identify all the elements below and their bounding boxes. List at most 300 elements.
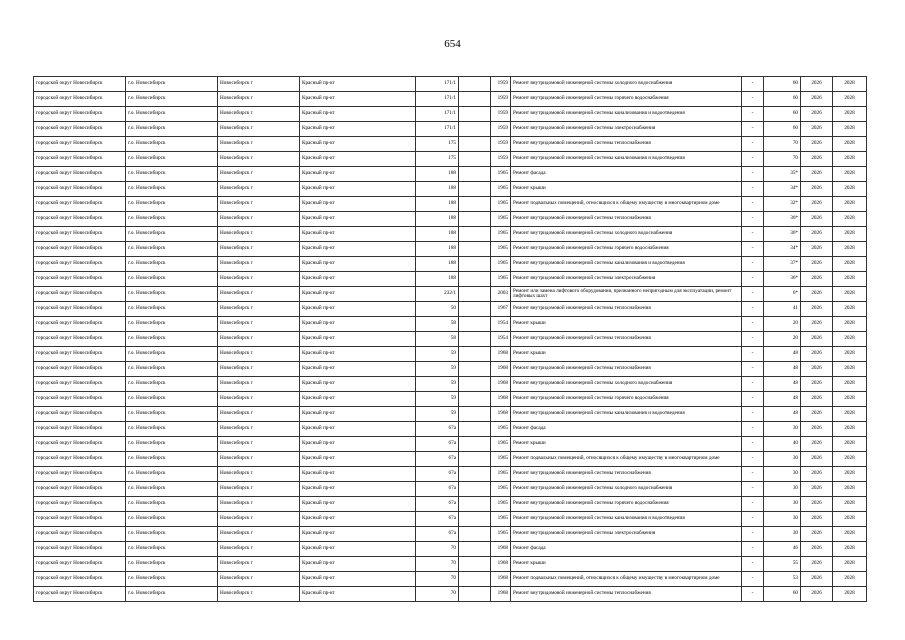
cell-amount: 30: [764, 527, 801, 542]
cell-locality: Новосибирск г: [218, 182, 300, 197]
cell-year: 1959: [491, 122, 511, 137]
cell-amount: 60: [764, 77, 801, 92]
cell-amount: 30: [764, 467, 801, 482]
cell-locality: Новосибирск г: [218, 392, 300, 407]
cell-locality: Новосибирск г: [218, 197, 300, 212]
cell-amount: 70: [764, 152, 801, 167]
cell-value-dash: -: [742, 122, 764, 137]
cell-year: 1965: [491, 467, 511, 482]
cell-value-dash: -: [742, 332, 764, 347]
cell-year-from: 2026: [801, 152, 833, 167]
cell-house-letter: [459, 512, 491, 527]
cell-locality: Новосибирск г: [218, 332, 300, 347]
cell-work-type: Ремонт внутридомовой инженерной системы горячего водоснабжения: [511, 392, 742, 407]
cell-district: г.о. Новосибирск: [126, 542, 218, 557]
cell-amount: 30: [764, 497, 801, 512]
cell-municipality: городской округ Новосибирск: [34, 122, 126, 137]
cell-street: Красный пр-кт: [300, 167, 416, 182]
cell-value-dash: -: [742, 467, 764, 482]
cell-locality: Новосибирск г: [218, 437, 300, 452]
cell-work-type: Ремонт или замена лифтового оборудования, признанного непригодным для эксплуатации, ремонт лифтовых шахт: [511, 287, 742, 302]
cell-year: 1959: [491, 152, 511, 167]
cell-year: 1965: [491, 452, 511, 467]
cell-street: Красный пр-кт: [300, 572, 416, 587]
cell-municipality: городской округ Новосибирск: [34, 362, 126, 377]
cell-year: 1965: [491, 497, 511, 512]
cell-year: 1965: [491, 482, 511, 497]
cell-locality: Новосибирск г: [218, 362, 300, 377]
cell-house-number: 188: [416, 242, 459, 257]
cell-district: г.о. Новосибирск: [126, 107, 218, 122]
cell-work-type: Ремонт внутридомовой инженерной системы холодного водоснабжения: [511, 377, 742, 392]
cell-value-dash: -: [742, 227, 764, 242]
cell-value-dash: -: [742, 347, 764, 362]
cell-year-from: 2026: [801, 362, 833, 377]
cell-year: 1965: [491, 242, 511, 257]
cell-house-number: 67а: [416, 497, 459, 512]
cell-house-letter: [459, 437, 491, 452]
cell-municipality: городской округ Новосибирск: [34, 377, 126, 392]
cell-year-from: 2026: [801, 497, 833, 512]
cell-house-letter: [459, 287, 491, 302]
cell-house-number: 59: [416, 377, 459, 392]
cell-district: г.о. Новосибирск: [126, 242, 218, 257]
cell-amount: 48: [764, 377, 801, 392]
cell-district: г.о. Новосибирск: [126, 452, 218, 467]
cell-value-dash: -: [742, 152, 764, 167]
cell-district: г.о. Новосибирск: [126, 302, 218, 317]
cell-year-from: 2026: [801, 167, 833, 182]
cell-locality: Новосибирск г: [218, 212, 300, 227]
cell-value-dash: -: [742, 557, 764, 572]
cell-locality: Новосибирск г: [218, 272, 300, 287]
cell-value-dash: -: [742, 542, 764, 557]
cell-house-letter: [459, 572, 491, 587]
table-row: [34, 557, 867, 572]
cell-house-number: 171/1: [416, 92, 459, 107]
cell-street: Красный пр-кт: [300, 452, 416, 467]
cell-street: Красный пр-кт: [300, 332, 416, 347]
cell-year-to: 2028: [833, 377, 867, 392]
cell-amount: 20: [764, 332, 801, 347]
cell-amount: 60: [764, 92, 801, 107]
cell-street: Красный пр-кт: [300, 92, 416, 107]
cell-house-number: 67а: [416, 422, 459, 437]
cell-work-type: Ремонт внутридомовой инженерной системы горячего водоснабжения: [511, 497, 742, 512]
cell-year: 1968: [491, 347, 511, 362]
cell-street: Красный пр-кт: [300, 557, 416, 572]
cell-municipality: городской округ Новосибирск: [34, 287, 126, 302]
cell-street: Красный пр-кт: [300, 227, 416, 242]
cell-year: 1968: [491, 362, 511, 377]
cell-year-from: 2026: [801, 542, 833, 557]
cell-year-from: 2026: [801, 482, 833, 497]
cell-year-to: 2028: [833, 332, 867, 347]
cell-year-to: 2028: [833, 257, 867, 272]
cell-year: 1968: [491, 542, 511, 557]
cell-street: Красный пр-кт: [300, 377, 416, 392]
cell-house-number: 232/1: [416, 287, 459, 302]
cell-year-from: 2026: [801, 377, 833, 392]
cell-house-number: 58: [416, 332, 459, 347]
cell-amount: 35*: [764, 167, 801, 182]
cell-house-letter: [459, 257, 491, 272]
cell-street: Красный пр-кт: [300, 212, 416, 227]
cell-house-letter: [459, 377, 491, 392]
cell-year-to: 2028: [833, 527, 867, 542]
cell-year: 1965: [491, 197, 511, 212]
cell-house-letter: [459, 77, 491, 92]
cell-house-letter: [459, 362, 491, 377]
cell-year: 1954: [491, 317, 511, 332]
cell-street: Красный пр-кт: [300, 587, 416, 602]
cell-house-letter: [459, 317, 491, 332]
cell-value-dash: -: [742, 422, 764, 437]
cell-district: г.о. Новосибирск: [126, 212, 218, 227]
cell-municipality: городской округ Новосибирск: [34, 422, 126, 437]
cell-house-number: 188: [416, 257, 459, 272]
cell-amount: 48: [764, 347, 801, 362]
cell-house-letter: [459, 212, 491, 227]
cell-locality: Новосибирск г: [218, 587, 300, 602]
cell-year-from: 2026: [801, 437, 833, 452]
cell-street: Красный пр-кт: [300, 512, 416, 527]
cell-amount: 41: [764, 302, 801, 317]
cell-work-type: Ремонт внутридомовой инженерной системы теплоснабжения: [511, 587, 742, 602]
cell-amount: 48: [764, 362, 801, 377]
cell-year-from: 2026: [801, 572, 833, 587]
cell-locality: Новосибирск г: [218, 542, 300, 557]
cell-work-type: Ремонт внутридомовой инженерной системы горячего водоснабжения: [511, 242, 742, 257]
cell-district: г.о. Новосибирск: [126, 167, 218, 182]
cell-street: Красный пр-кт: [300, 317, 416, 332]
table-row: [34, 227, 867, 242]
cell-municipality: городской округ Новосибирск: [34, 542, 126, 557]
cell-locality: Новосибирск г: [218, 107, 300, 122]
cell-year-to: 2028: [833, 467, 867, 482]
cell-year-to: 2028: [833, 92, 867, 107]
cell-house-number: 50: [416, 302, 459, 317]
cell-house-number: 58: [416, 317, 459, 332]
cell-municipality: городской округ Новосибирск: [34, 197, 126, 212]
cell-year: 1965: [491, 227, 511, 242]
cell-house-letter: [459, 242, 491, 257]
cell-value-dash: -: [742, 182, 764, 197]
cell-year: 1967: [491, 302, 511, 317]
cell-year-to: 2028: [833, 212, 867, 227]
cell-district: г.о. Новосибирск: [126, 77, 218, 92]
cell-amount: 48: [764, 392, 801, 407]
cell-district: г.о. Новосибирск: [126, 362, 218, 377]
cell-year-from: 2026: [801, 302, 833, 317]
cell-house-number: 70: [416, 542, 459, 557]
cell-locality: Новосибирск г: [218, 422, 300, 437]
cell-street: Красный пр-кт: [300, 467, 416, 482]
cell-municipality: городской округ Новосибирск: [34, 557, 126, 572]
cell-house-number: 59: [416, 347, 459, 362]
cell-work-type: Ремонт внутридомовой инженерной системы теплоснабжения: [511, 137, 742, 152]
cell-district: г.о. Новосибирск: [126, 272, 218, 287]
cell-district: г.о. Новосибирск: [126, 152, 218, 167]
cell-municipality: городской округ Новосибирск: [34, 512, 126, 527]
cell-municipality: городской округ Новосибирск: [34, 497, 126, 512]
table-row: [34, 242, 867, 257]
cell-work-type: Ремонт подвальных помещений, относящихся к общему имуществу в многоквартирном доме: [511, 452, 742, 467]
cell-work-type: Ремонт крыши: [511, 347, 742, 362]
cell-year-from: 2026: [801, 422, 833, 437]
cell-house-number: 59: [416, 392, 459, 407]
cell-year: 1965: [491, 512, 511, 527]
cell-year: 1968: [491, 557, 511, 572]
cell-value-dash: -: [742, 272, 764, 287]
cell-year: 1965: [491, 212, 511, 227]
cell-house-number: 188: [416, 212, 459, 227]
cell-locality: Новосибирск г: [218, 92, 300, 107]
cell-street: Красный пр-кт: [300, 272, 416, 287]
cell-value-dash: -: [742, 407, 764, 422]
cell-house-number: 175: [416, 152, 459, 167]
cell-year-from: 2026: [801, 77, 833, 92]
cell-locality: Новосибирск г: [218, 152, 300, 167]
table-row: [34, 272, 867, 287]
cell-house-number: 59: [416, 362, 459, 377]
cell-work-type: Ремонт внутридомовой инженерной системы холодного водоснабжения: [511, 77, 742, 92]
cell-year: 1959: [491, 77, 511, 92]
cell-house-letter: [459, 542, 491, 557]
cell-work-type: Ремонт крыши: [511, 317, 742, 332]
cell-locality: Новосибирск г: [218, 287, 300, 302]
cell-municipality: городской округ Новосибирск: [34, 92, 126, 107]
cell-house-letter: [459, 557, 491, 572]
cell-year: 1965: [491, 437, 511, 452]
cell-work-type: Ремонт внутридомовой инженерной системы горячего водоснабжения: [511, 92, 742, 107]
cell-work-type: Ремонт внутридомовой инженерной системы теплоснабжения: [511, 362, 742, 377]
cell-year-from: 2026: [801, 452, 833, 467]
cell-street: Красный пр-кт: [300, 497, 416, 512]
cell-house-letter: [459, 422, 491, 437]
cell-year: 1968: [491, 392, 511, 407]
cell-locality: Новосибирск г: [218, 467, 300, 482]
cell-value-dash: -: [742, 452, 764, 467]
table-row: [34, 422, 867, 437]
cell-year: 1965: [491, 422, 511, 437]
cell-locality: Новосибирск г: [218, 377, 300, 392]
cell-house-number: 70: [416, 572, 459, 587]
cell-locality: Новосибирск г: [218, 527, 300, 542]
cell-house-number: 59: [416, 407, 459, 422]
cell-house-letter: [459, 197, 491, 212]
cell-amount: 30: [764, 422, 801, 437]
cell-street: Красный пр-кт: [300, 422, 416, 437]
table-row: [34, 347, 867, 362]
cell-street: Красный пр-кт: [300, 527, 416, 542]
cell-street: Красный пр-кт: [300, 137, 416, 152]
cell-work-type: Ремонт крыши: [511, 437, 742, 452]
cell-year-from: 2026: [801, 347, 833, 362]
cell-house-letter: [459, 347, 491, 362]
cell-work-type: Ремонт фасада: [511, 542, 742, 557]
cell-work-type: Ремонт внутридомовой инженерной системы холодного водоснабжения: [511, 482, 742, 497]
table-row: [34, 392, 867, 407]
cell-municipality: городской округ Новосибирск: [34, 242, 126, 257]
cell-value-dash: -: [742, 242, 764, 257]
cell-year: 1965: [491, 527, 511, 542]
cell-amount: 36*: [764, 212, 801, 227]
cell-street: Красный пр-кт: [300, 392, 416, 407]
cell-street: Красный пр-кт: [300, 152, 416, 167]
cell-amount: 60: [764, 107, 801, 122]
cell-amount: 32*: [764, 197, 801, 212]
table-row: [34, 197, 867, 212]
cell-work-type: Ремонт внутридомовой инженерной системы канализования и водоотведения: [511, 152, 742, 167]
page-number: 654: [444, 38, 461, 50]
cell-municipality: городской округ Новосибирск: [34, 302, 126, 317]
table-row: [34, 317, 867, 332]
cell-district: г.о. Новосибирск: [126, 377, 218, 392]
cell-district: г.о. Новосибирск: [126, 257, 218, 272]
table-row: [34, 512, 867, 527]
cell-district: г.о. Новосибирск: [126, 182, 218, 197]
cell-work-type: Ремонт внутридомовой инженерной системы электроснабжения: [511, 527, 742, 542]
cell-street: Красный пр-кт: [300, 122, 416, 137]
cell-municipality: городской округ Новосибирск: [34, 137, 126, 152]
cell-year-from: 2026: [801, 527, 833, 542]
cell-year-from: 2026: [801, 332, 833, 347]
cell-locality: Новосибирск г: [218, 347, 300, 362]
cell-municipality: городской округ Новосибирск: [34, 77, 126, 92]
cell-value-dash: -: [742, 512, 764, 527]
table-row: [34, 137, 867, 152]
cell-amount: 30: [764, 482, 801, 497]
cell-year-to: 2028: [833, 587, 867, 602]
cell-street: Красный пр-кт: [300, 407, 416, 422]
cell-value-dash: -: [742, 302, 764, 317]
cell-year-from: 2026: [801, 122, 833, 137]
cell-year: 1968: [491, 572, 511, 587]
cell-municipality: городской округ Новосибирск: [34, 392, 126, 407]
cell-year-to: 2028: [833, 542, 867, 557]
cell-value-dash: -: [742, 212, 764, 227]
cell-work-type: Ремонт внутридомовой инженерной системы канализования и водоотведения: [511, 257, 742, 272]
cell-district: г.о. Новосибирск: [126, 392, 218, 407]
cell-work-type: Ремонт фасада: [511, 422, 742, 437]
cell-year-to: 2028: [833, 422, 867, 437]
cell-locality: Новосибирск г: [218, 122, 300, 137]
cell-district: г.о. Новосибирск: [126, 527, 218, 542]
cell-value-dash: -: [742, 77, 764, 92]
cell-locality: Новосибирск г: [218, 452, 300, 467]
table-row: [34, 212, 867, 227]
cell-year: 1965: [491, 272, 511, 287]
cell-street: Красный пр-кт: [300, 77, 416, 92]
cell-value-dash: -: [742, 587, 764, 602]
cell-year-to: 2028: [833, 557, 867, 572]
cell-value-dash: -: [742, 107, 764, 122]
cell-year-to: 2028: [833, 407, 867, 422]
table-row: [34, 287, 867, 302]
cell-municipality: городской округ Новосибирск: [34, 407, 126, 422]
cell-district: г.о. Новосибирск: [126, 92, 218, 107]
cell-locality: Новосибирск г: [218, 407, 300, 422]
cell-year-to: 2028: [833, 227, 867, 242]
cell-municipality: городской округ Новосибирск: [34, 332, 126, 347]
cell-work-type: Ремонт внутридомовой инженерной системы теплоснабжения: [511, 302, 742, 317]
cell-house-letter: [459, 497, 491, 512]
cell-house-letter: [459, 587, 491, 602]
table-row: [34, 332, 867, 347]
cell-amount: 6*: [764, 287, 801, 302]
cell-street: Красный пр-кт: [300, 302, 416, 317]
capital-repair-table: [33, 76, 867, 602]
cell-district: г.о. Новосибирск: [126, 332, 218, 347]
cell-house-letter: [459, 302, 491, 317]
cell-year-to: 2028: [833, 107, 867, 122]
cell-street: Красный пр-кт: [300, 242, 416, 257]
cell-year-from: 2026: [801, 107, 833, 122]
cell-municipality: городской округ Новосибирск: [34, 572, 126, 587]
cell-locality: Новосибирск г: [218, 137, 300, 152]
cell-year-from: 2026: [801, 137, 833, 152]
cell-district: г.о. Новосибирск: [126, 497, 218, 512]
cell-year-from: 2026: [801, 272, 833, 287]
cell-street: Красный пр-кт: [300, 287, 416, 302]
cell-amount: 70: [764, 137, 801, 152]
cell-year-to: 2028: [833, 572, 867, 587]
cell-amount: 40: [764, 437, 801, 452]
cell-year-to: 2028: [833, 362, 867, 377]
cell-municipality: городской округ Новосибирск: [34, 587, 126, 602]
cell-value-dash: -: [742, 572, 764, 587]
cell-house-letter: [459, 407, 491, 422]
cell-locality: Новосибирск г: [218, 317, 300, 332]
cell-district: г.о. Новосибирск: [126, 557, 218, 572]
cell-amount: 55: [764, 557, 801, 572]
cell-year-to: 2028: [833, 77, 867, 92]
cell-amount: 46: [764, 542, 801, 557]
cell-value-dash: -: [742, 437, 764, 452]
cell-house-number: 67а: [416, 452, 459, 467]
table-row: [34, 302, 867, 317]
cell-district: г.о. Новосибирск: [126, 197, 218, 212]
cell-value-dash: -: [742, 527, 764, 542]
cell-locality: Новосибирск г: [218, 512, 300, 527]
cell-year-to: 2028: [833, 437, 867, 452]
cell-amount: 60: [764, 587, 801, 602]
cell-work-type: Ремонт внутридомовой инженерной системы теплоснабжения: [511, 467, 742, 482]
cell-municipality: городской округ Новосибирск: [34, 527, 126, 542]
cell-value-dash: -: [742, 497, 764, 512]
table-row: [34, 167, 867, 182]
cell-house-letter: [459, 122, 491, 137]
cell-locality: Новосибирск г: [218, 302, 300, 317]
cell-amount: 48: [764, 407, 801, 422]
cell-district: г.о. Новосибирск: [126, 317, 218, 332]
cell-amount: 53: [764, 572, 801, 587]
cell-year: 1954: [491, 332, 511, 347]
cell-amount: 36*: [764, 227, 801, 242]
cell-amount: 60: [764, 122, 801, 137]
cell-locality: Новосибирск г: [218, 227, 300, 242]
cell-year-to: 2028: [833, 302, 867, 317]
cell-year: 1965: [491, 257, 511, 272]
cell-house-number: 70: [416, 557, 459, 572]
cell-house-number: 188: [416, 197, 459, 212]
cell-house-number: 67а: [416, 512, 459, 527]
cell-year-to: 2028: [833, 197, 867, 212]
cell-year: 1968: [491, 377, 511, 392]
cell-amount: 34*: [764, 182, 801, 197]
cell-work-type: Ремонт внутридомовой инженерной системы электроснабжения: [511, 272, 742, 287]
